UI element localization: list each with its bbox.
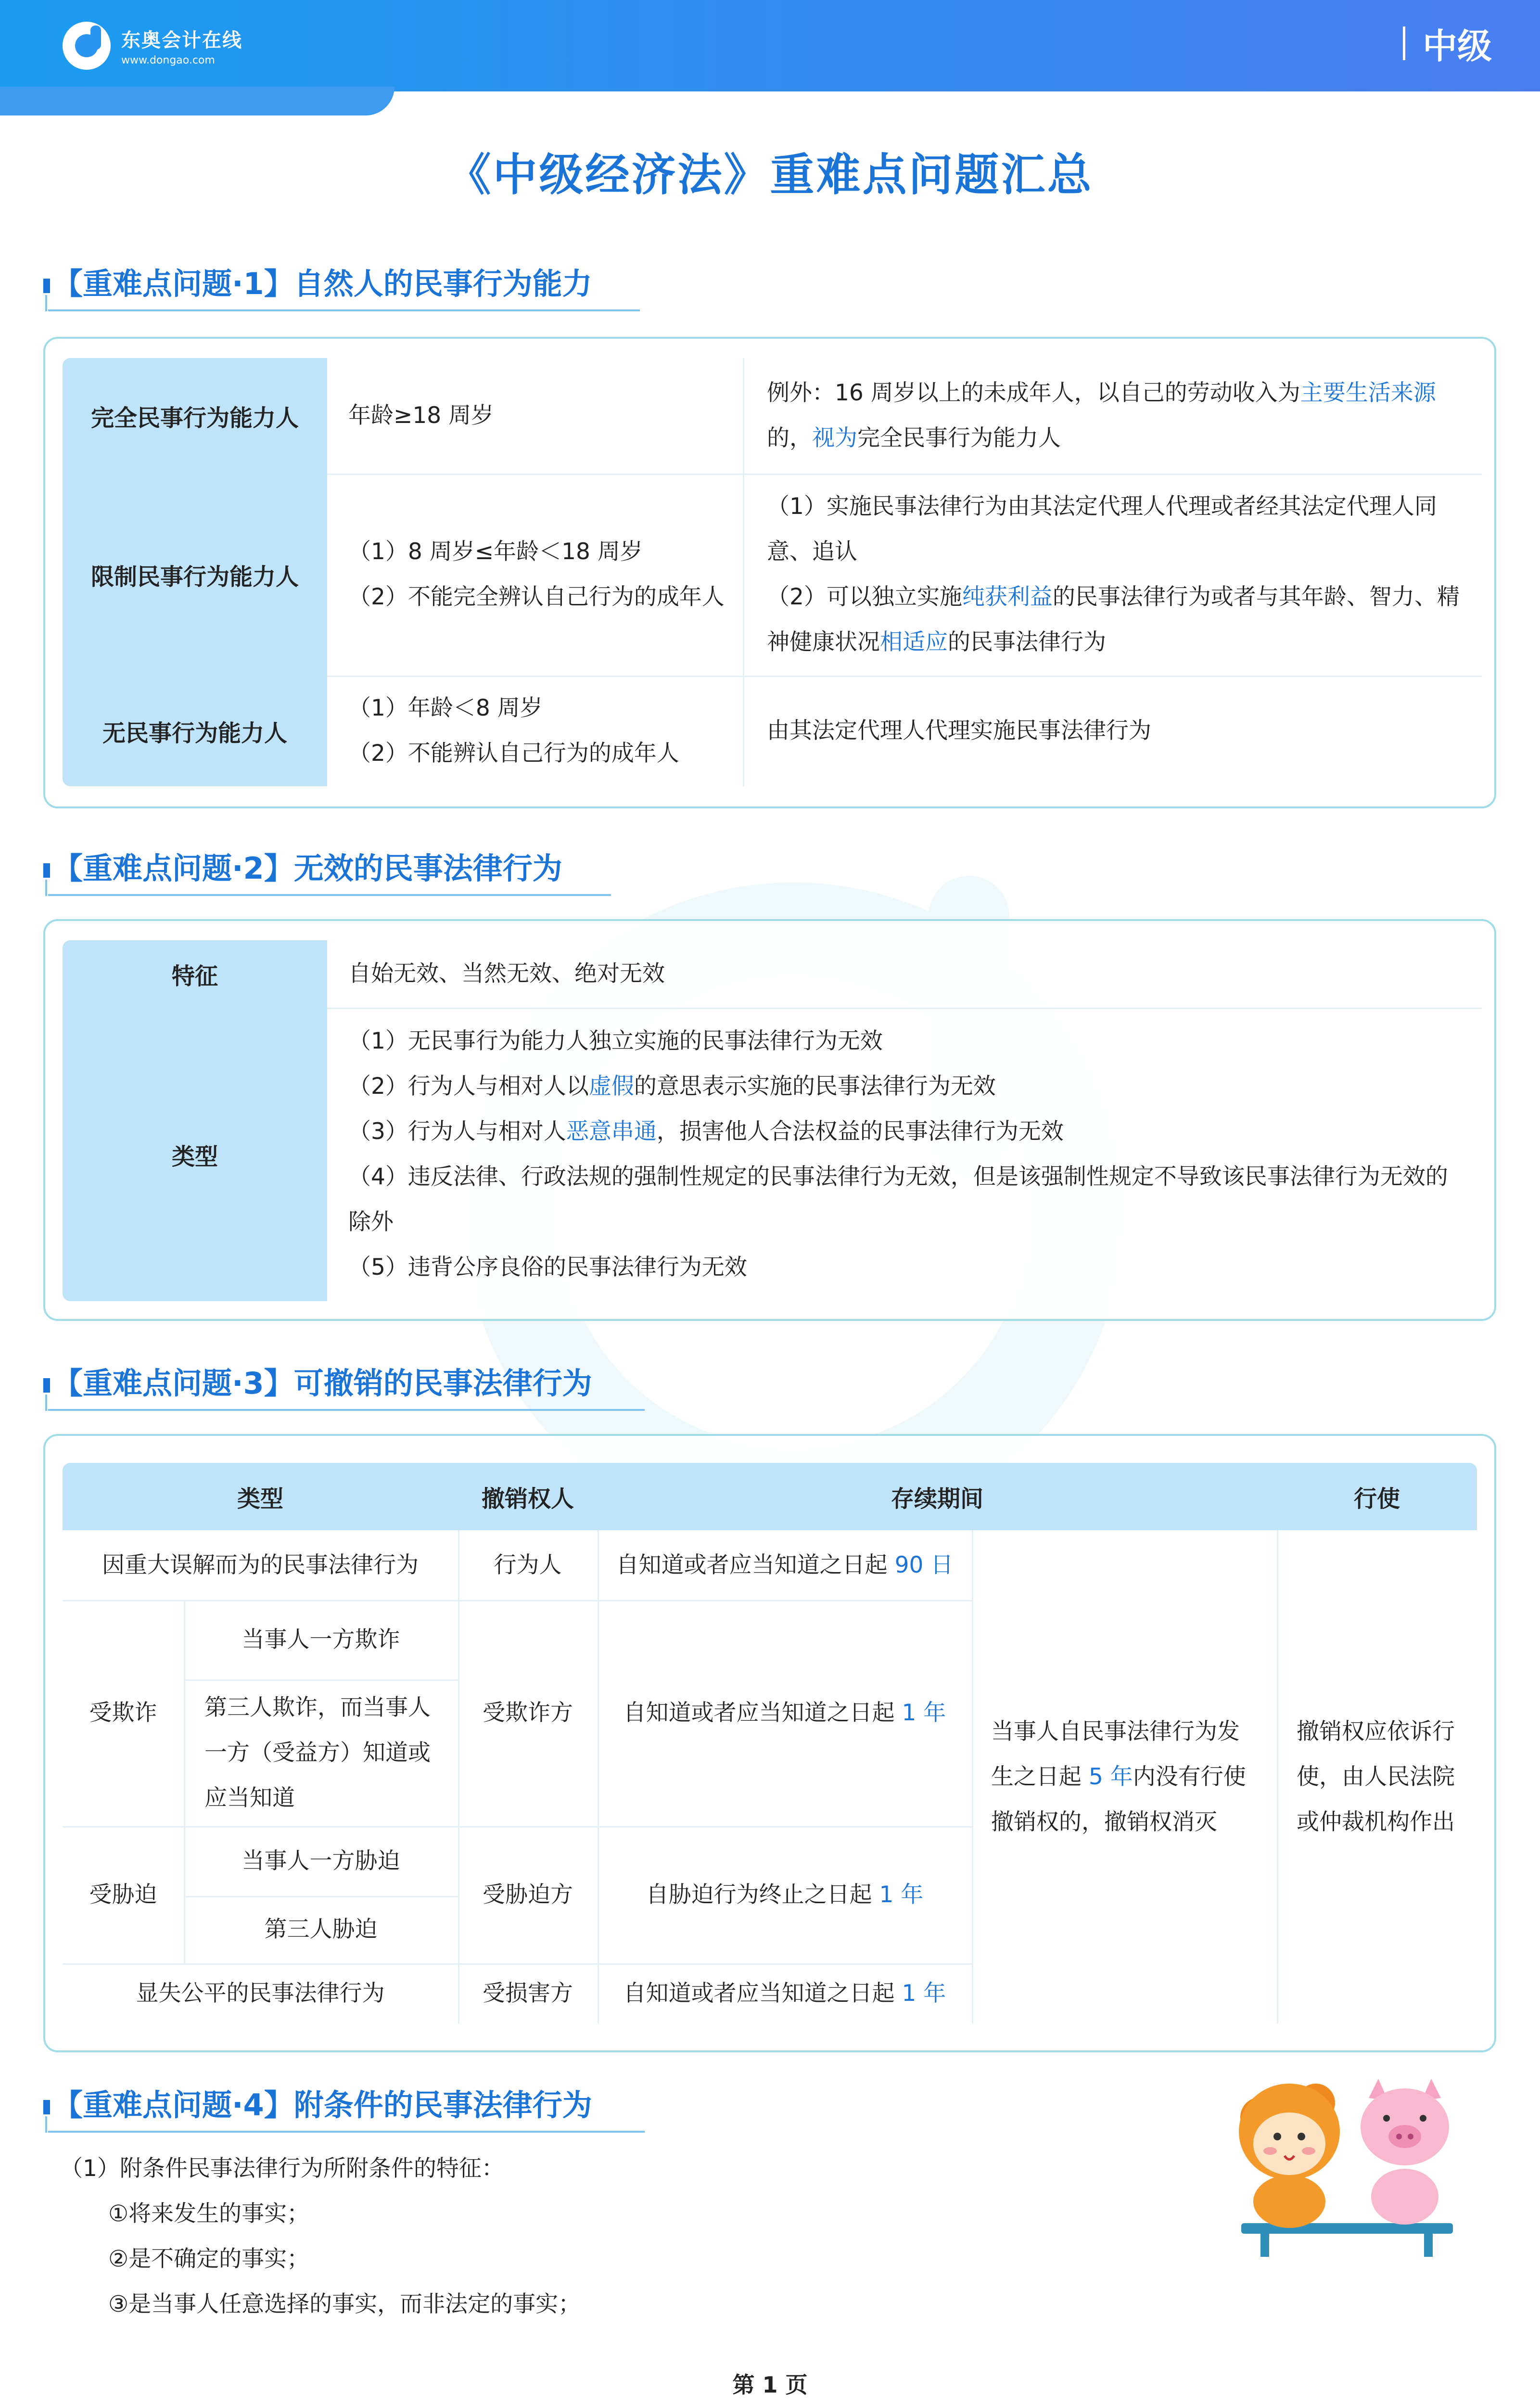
highlight-text: 主要生活来源	[1300, 380, 1436, 406]
row-label-full-capacity: 完全民事行为能力人	[63, 358, 327, 474]
section-1-table	[43, 337, 1496, 808]
detail-no-capacity: 由其法定代理人代理实施民事法律行为	[767, 717, 1151, 744]
logo[interactable]	[63, 22, 242, 70]
table-row-unfair-holder: 受损害方	[483, 1980, 573, 2007]
condition-full-capacity: 年龄≥18 周岁	[348, 402, 494, 429]
list-item: ②是不确定的事实；	[108, 2246, 310, 2272]
heading-underline	[48, 2131, 645, 2133]
document-title: 《中级经济法》重难点问题汇总	[446, 149, 1094, 201]
list-item: ①将来发生的事实；	[108, 2201, 310, 2227]
table-row-mistake-period: 自知道或者应当知道之日起 90 日	[616, 1551, 954, 1578]
table-row-fraud-sub-2: 第三人欺诈，而当事人一方（受益方）知道或应当知道	[204, 1694, 431, 1811]
table-row-unfair-period: 自知道或者应当知道之日起 1 年	[623, 1980, 946, 2007]
highlight-text: 虚假	[588, 1073, 634, 1100]
table-row-mistake-holder: 行为人	[494, 1551, 562, 1578]
highlight-text: 1 年	[879, 1881, 924, 1908]
level-badge	[1403, 19, 1492, 67]
highlight-text: 恶意串通	[566, 1118, 657, 1145]
logo-name: 东奥会计在线	[121, 29, 242, 51]
extinction-text: 当事人自民事法律行为发生之日起 5 年内没有行使撤销权的，撤销权消灭	[991, 1718, 1246, 1835]
highlight-text: 纯获利益	[962, 584, 1053, 610]
column-header-exercise: 行使	[1277, 1463, 1477, 1530]
types-list	[348, 1008, 1469, 1301]
feature-text: 自始无效、当然无效、绝对无效	[348, 960, 665, 987]
heading-marker	[43, 1378, 50, 1393]
section-2-table	[43, 919, 1496, 1321]
level-text: 中级	[1422, 26, 1492, 66]
dongao-logo-icon	[63, 22, 111, 70]
list-item: （1）无民事行为能力人独立实施的民事法律行为无效	[348, 1028, 883, 1054]
table-row-coercion-period: 自胁迫行为终止之日起 1 年	[646, 1881, 924, 1908]
row-label-no-capacity: 无民事行为能力人	[63, 676, 327, 786]
condition-no-capacity: （1）年龄＜8 周岁 （2）不能辨认自己行为的成年人	[348, 695, 679, 767]
row-label-types: 类型	[63, 1008, 327, 1301]
table-row-unfair-type: 显失公平的民事法律行为	[136, 1980, 385, 2007]
heading-underline	[48, 894, 611, 896]
heading-marker	[43, 863, 50, 878]
section-3-table	[43, 1434, 1496, 2052]
row-label-limited-capacity: 限制民事行为能力人	[63, 474, 327, 676]
column-header-period: 存续期间	[598, 1463, 1277, 1530]
list-item: （5）违背公序良俗的民事法律行为无效	[348, 1254, 747, 1280]
table-row-fraud-sub-1: 当事人一方欺诈	[242, 1626, 400, 1653]
list-item: （4）违反法律、行政法规的强制性规定的民事法律行为无效，但是该强制性规定不导致该民事法律行为无效的除外	[348, 1164, 1448, 1235]
list-item: （3）行为人与相对人恶意串通，损害他人合法权益的民事法律行为无效	[348, 1118, 1064, 1145]
highlight-text: 5 年	[1088, 1763, 1133, 1790]
highlight-text: 视为	[812, 425, 857, 451]
list-item: （2）行为人与相对人以虚假的意思表示实施的民事法律行为无效	[348, 1073, 996, 1100]
list-item: ③是当事人任意选择的事实，而非法定的事实；	[108, 2291, 581, 2317]
heading-underline	[48, 1409, 645, 1411]
detail-full-capacity: 例外：16 周岁以上的未成年人，以自己的劳动收入为主要生活来源的，视为完全民事行为能力人	[767, 380, 1436, 451]
heading-underline	[48, 309, 640, 311]
highlight-text: 90 日	[894, 1551, 954, 1578]
table-row-fraud-holder: 受欺诈方	[483, 1700, 573, 1726]
section-3-heading: 【重难点问题·3】可撤销的民事法律行为	[43, 1359, 592, 1402]
row-label-feature: 特征	[63, 940, 327, 1008]
level-separator	[1403, 26, 1405, 60]
highlight-text: 相适应	[880, 629, 948, 655]
column-header-holder: 撤销权人	[458, 1463, 598, 1530]
logo-url: www.dongao.com	[121, 54, 215, 66]
mascot-illustration-icon	[1232, 2064, 1463, 2257]
section-4-heading: 【重难点问题·4】附条件的民事法律行为	[43, 2081, 592, 2124]
section-2-heading: 【重难点问题·2】无效的民事法律行为	[43, 845, 562, 887]
section-1-heading: 【重难点问题·1】自然人的民事行为能力	[43, 260, 592, 303]
table-row-coercion-sub-1: 当事人一方胁迫	[242, 1847, 400, 1874]
highlight-text: 1 年	[902, 1980, 946, 2007]
table-row-fraud-type: 受欺诈	[89, 1700, 157, 1726]
detail-limited-capacity: （1）实施民事法律行为由其法定代理人代理或者经其法定代理人同意、追认 （2）可以独立实施纯获利益的民事法律行为或者与其年龄、智力、精神健康状况相适应的民事法律行为	[767, 493, 1460, 655]
highlight-text: 1 年	[902, 1700, 946, 1726]
condition-limited-capacity: （1）8 周岁≤年龄＜18 周岁 （2）不能完全辨认自己行为的成年人	[348, 538, 725, 610]
page-number: 第 1 页	[732, 2372, 808, 2398]
table-row-fraud-period: 自知道或者应当知道之日起 1 年	[623, 1700, 946, 1726]
header-tab-shape	[0, 87, 395, 115]
exercise-text: 撤销权应依诉行使，由人民法院或仲裁机构作出	[1297, 1718, 1455, 1835]
heading-marker	[43, 2100, 50, 2114]
table-row-coercion-type: 受胁迫	[89, 1881, 157, 1908]
heading-marker	[43, 279, 50, 293]
table-row-coercion-holder: 受胁迫方	[483, 1881, 573, 1908]
table-row-mistake-type: 因重大误解而为的民事法律行为	[102, 1551, 419, 1578]
condition-feature-intro: （1）附条件民事法律行为所附条件的特征：	[60, 2155, 504, 2182]
column-header-type: 类型	[63, 1463, 458, 1530]
table-row-coercion-sub-2: 第三人胁迫	[264, 1916, 378, 1943]
